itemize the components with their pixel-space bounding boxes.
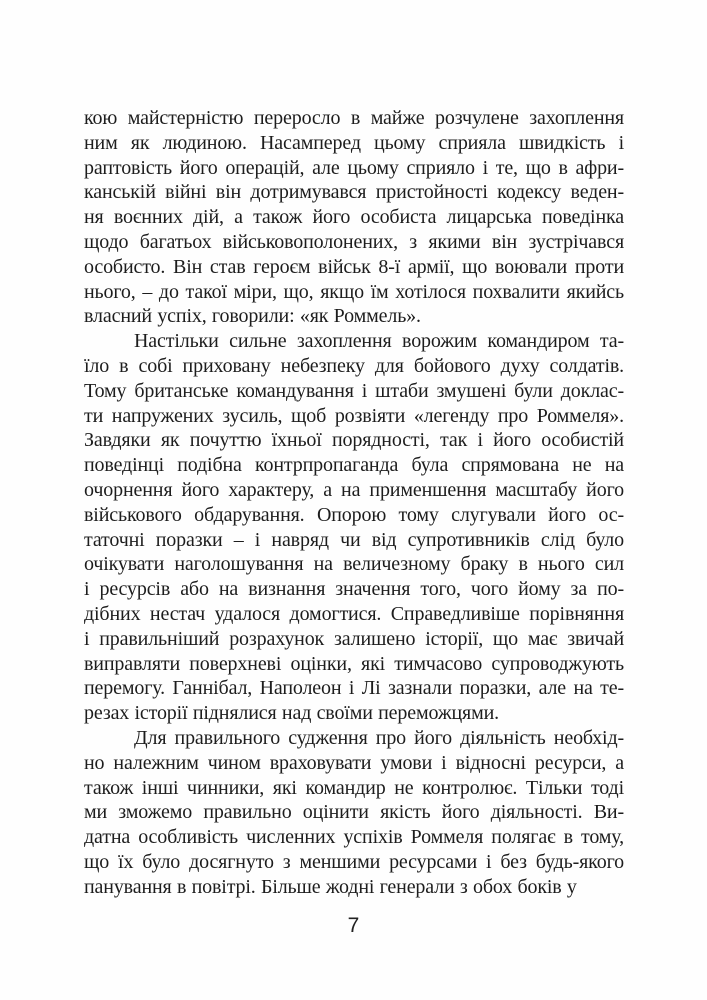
text-line: ми зможемо правильно оцінити якість його діяльності. Ви- [84,801,624,824]
text-line: канській війні він дотримувався пристойності кодексу веден- [84,181,624,204]
text-line: дібних нестач удалося домогтися. Справедливіше порівняння [84,602,624,625]
text-line: їло в собі приховану небезпеку для бойового духу солдатів. [84,354,624,377]
text-line: резах історії піднялися над своїми переможцями. [84,702,500,725]
text-line: Тому британське командування і штаби змушені були доклас- [84,379,624,402]
text-line: щодо багатьох військовополонених, з якими він зустрічався [84,230,624,253]
paragraph [84,106,624,329]
text-line: і правильніший розрахунок залишено історії, що має звичай [84,627,624,650]
text-line: Для правильного судження про його діяльність необхід- [134,726,624,749]
text-line: Настільки сильне захоплення ворожим командиром та- [134,330,624,353]
text-line: що їх було досягнуто з меншими ресурсами і без будь-якого [84,850,624,873]
text-line: виправляти поверхневі оцінки, які тимчасово супроводжують [84,652,624,675]
text-line: раптовість його операцій, але цьому сприяло і те, що в афри- [84,156,624,179]
text-line: поведінці подібна контрпропаганда була спрямована не на [84,454,624,477]
text-line: нього, – до такої міри, що, якщо їм хотілося похвалити якийсь [84,280,624,303]
text-line: і ресурсів або на визнання значення того, чого йому за по- [84,578,624,601]
text-line: перемогу. Ганнібал, Наполеон і Лі зазнали поразки, але на те- [84,677,624,700]
text-line: ним як людиною. Насамперед цьому сприяла швидкість і [84,131,624,154]
text-line: ня воєнних дій, а також його особиста лицарська поведінка [84,206,624,229]
text-line: також інші чинники, які командир не контролює. Тільки тоді [84,776,624,799]
page-text [84,106,624,900]
text-line: датна особливість численних успіхів Роммеля полягає в тому, [84,826,624,849]
text-line: Завдяки як почуттю їхньої порядності, так і його особистій [84,429,624,452]
paragraph [84,726,624,900]
text-line: но належним чином враховувати умови і відносні ресурси, а [84,751,624,774]
text-line: власний успіх, говорили: «як Роммель». [84,305,421,328]
text-line: військового обдарування. Опорою тому слугували його ос- [84,503,624,526]
paragraph [84,329,624,726]
text-line: панування в повітрі. Більше жодні генерали з обох боків у [84,875,577,898]
text-line: очорнення його характеру, а на применшення масштабу його [84,478,624,501]
text-line: особисто. Він став героєм військ 8-ї армії, що воювали проти [84,255,624,278]
page-number: 7 [347,914,360,937]
text-line: очікувати наголошування на величезному браку в нього сил [84,553,624,576]
text-line: кою майстерністю переросло в майже розчулене захоплення [84,107,624,129]
text-line: ти напружених зусиль, щоб розвіяти «легенду про Роммеля». [84,404,624,427]
text-line: таточні поразки – і навряд чи від супротивників слід було [84,528,624,551]
